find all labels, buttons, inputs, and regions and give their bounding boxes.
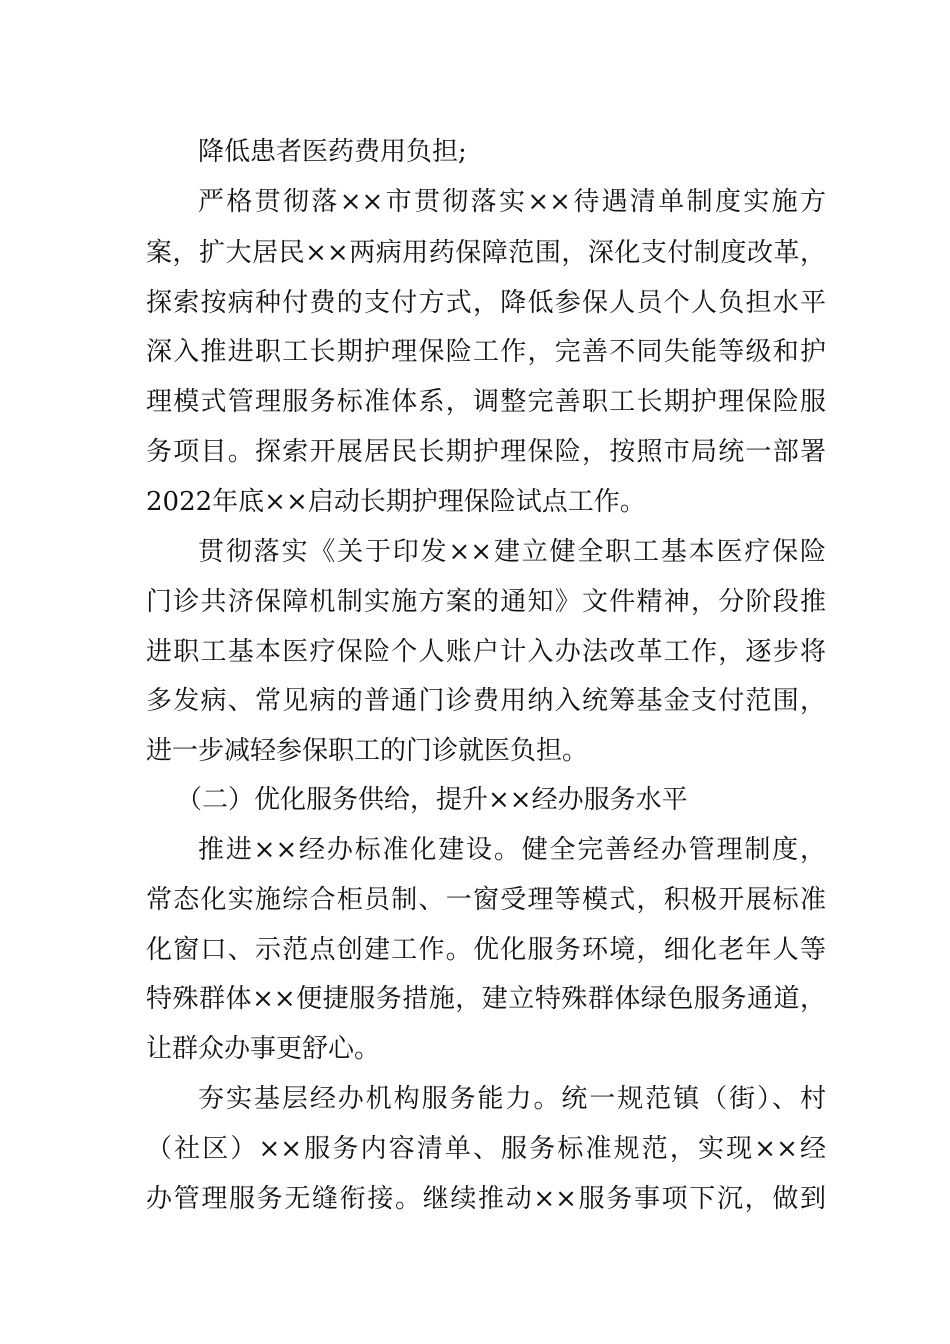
text-line: 探索按病种付费的支付方式，降低参保人员个人负担水平 xyxy=(146,288,826,318)
text-line: 特殊群体××便捷服务措施，建立特殊群体绿色服务通道， xyxy=(146,984,826,1014)
text-line: 理模式管理服务标准体系，调整完善职工长期护理保险服 xyxy=(146,387,826,417)
text-line: 贯彻落实《关于印发××建立健全职工基本医疗保险 xyxy=(198,537,826,567)
text-line: （社区）××服务内容清单、服务标准规范，实现××经 xyxy=(146,1134,826,1164)
text-line: 化窗口、示范点创建工作。优化服务环境，细化老年人等 xyxy=(146,935,826,965)
text-line: 案，扩大居民××两病用药保障范围，深化支付制度改革， xyxy=(146,238,826,268)
text-line: 夯实基层经办机构服务能力。统一规范镇（街）、村 xyxy=(198,1084,826,1114)
text-line: 门诊共济保障机制实施方案的通知》文件精神，分阶段推 xyxy=(146,587,826,617)
text-line: 降低患者医药费用负担; xyxy=(198,137,467,167)
text-line: 务项目。探索开展居民长期护理保险，按照市局统一部署 xyxy=(146,437,826,467)
section-heading: （二）优化服务供给，提升××经办服务水平 xyxy=(176,785,688,815)
text-line: 推进××经办标准化建设。健全完善经办管理制度， xyxy=(198,835,826,865)
text-line: 深入推进职工长期护理保险工作，完善不同失能等级和护 xyxy=(146,337,826,367)
text-line: 2022年底××启动长期护理保险试点工作。 xyxy=(146,487,646,517)
text-line: 多发病、常见病的普通门诊费用纳入统筹基金支付范围， xyxy=(146,686,826,716)
text-line: 进职工基本医疗保险个人账户计入办法改革工作，逐步将 xyxy=(146,637,826,667)
text-line: 让群众办事更舒心。 xyxy=(146,1034,381,1064)
text-line: 进一步减轻参保职工的门诊就医负担。 xyxy=(146,736,589,766)
text-line: 常态化实施综合柜员制、一窗受理等模式，积极开展标准 xyxy=(146,885,826,915)
text-line: 办管理服务无缝衔接。继续推动××服务事项下沉，做到 xyxy=(146,1184,826,1214)
text-line: 严格贯彻落××市贯彻落实××待遇清单制度实施方 xyxy=(198,187,826,217)
